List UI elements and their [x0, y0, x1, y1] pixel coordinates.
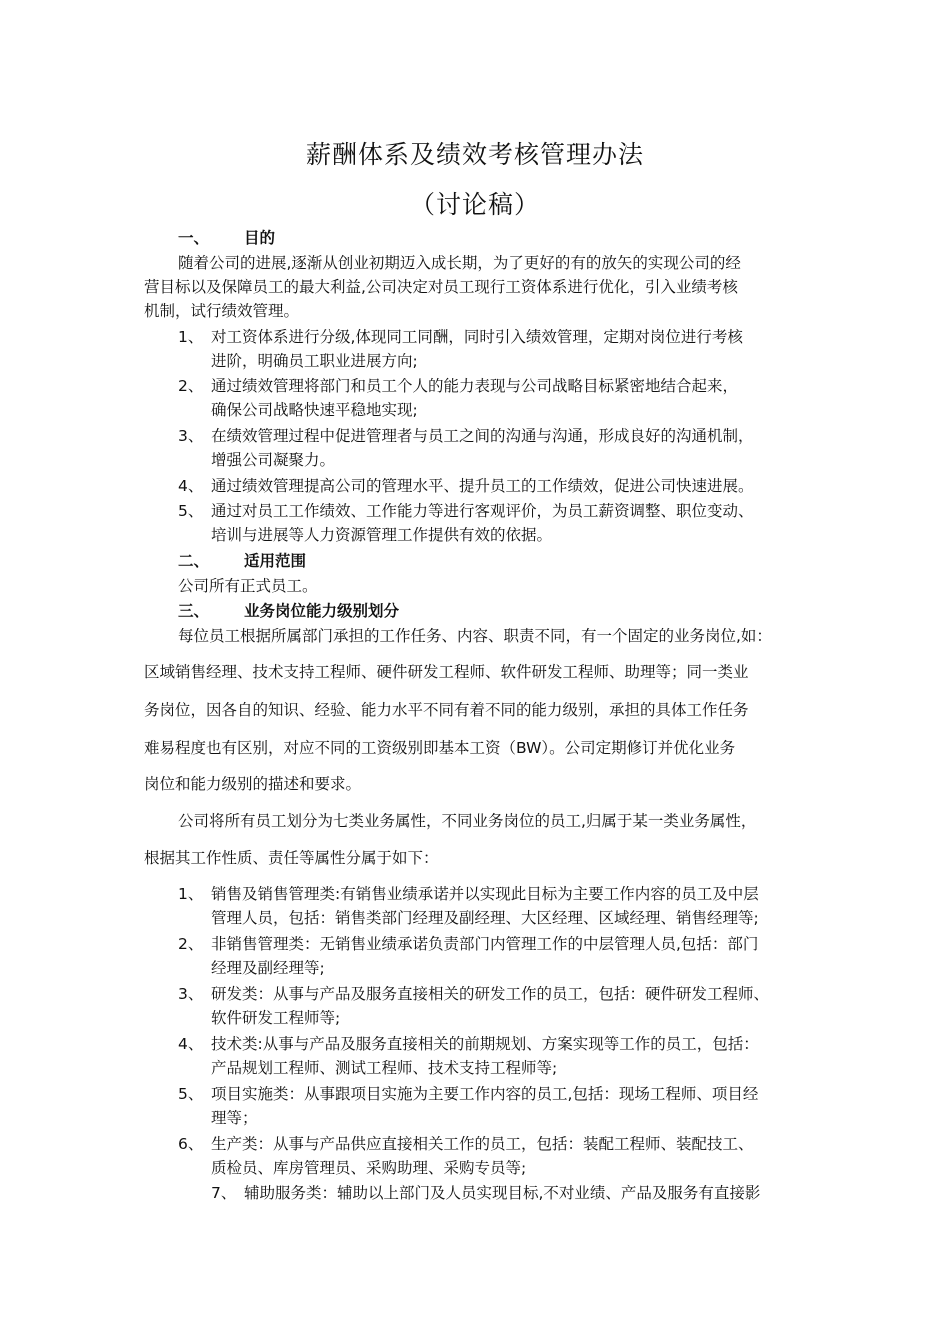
list-item-number: 1、: [178, 328, 204, 346]
list-item-text: 产品规划工程师、测试工程师、技术支持工程师等;: [211, 1059, 558, 1077]
section-1-intro-line: 机制，试行绩效管理。: [144, 302, 300, 320]
list-item-text: 质检员、库房管理员、采购助理、采购专员等;: [211, 1159, 527, 1177]
section-1-intro-line: 随着公司的进展,逐渐从创业初期迈入成长期，为了更好的有的放矢的实现公司的经: [178, 254, 741, 272]
list-item-number: 6、: [178, 1135, 204, 1153]
section-1-intro-line: 营目标以及保障员工的最大利益,公司决定对员工现行工资体系进行优化，引入业绩考核: [144, 278, 738, 296]
document-title: 薪酬体系及绩效考核管理办法: [305, 140, 644, 169]
list-item-text: 项目实施类：从事跟项目实施为主要工作内容的员工,包括：现场工程师、项目经: [211, 1085, 759, 1103]
list-item-text: 经理及副经理等;: [211, 959, 325, 977]
list-item-text: 通过绩效管理将部门和员工个人的能力表现与公司战略目标紧密地结合起来，: [211, 377, 739, 395]
section-3-paragraph-line: 每位员工根据所属部门承担的工作任务、内容、职责不同，有一个固定的业务岗位,如：: [178, 627, 772, 645]
list-item-number: 5、: [178, 1085, 204, 1103]
list-item-number: 2、: [178, 935, 204, 953]
list-item-text: 培训与进展等人力资源管理工作提供有效的依据。: [211, 526, 553, 544]
list-item-text: 在绩效管理过程中促进管理者与员工之间的沟通与沟通，形成良好的沟通机制，: [211, 427, 754, 445]
section-3-heading: 业务岗位能力级别划分: [244, 602, 400, 620]
section-3-number: 三、: [178, 602, 210, 620]
section-2-number: 二、: [178, 552, 210, 570]
list-item-number: 3、: [178, 985, 204, 1003]
list-item-number: 7、: [211, 1184, 237, 1202]
list-item-text: 增强公司凝聚力。: [211, 451, 336, 469]
list-item-text: 确保公司战略快速平稳地实现;: [211, 401, 418, 419]
list-item-text: 技术类:从事与产品及服务直接相关的前期规划、方案实现等工作的员工，包括：: [211, 1035, 759, 1053]
section-3-paragraph-line: 区域销售经理、技术支持工程师、硬件研发工程师、软件研发工程师、助理等；同一类业: [144, 663, 749, 681]
section-1-heading: 目的: [244, 229, 276, 247]
list-item-number: 1、: [178, 885, 204, 903]
list-item-text: 通过对员工工作绩效、工作能力等进行客观评价，为员工薪资调整、职位变动、: [211, 502, 754, 520]
list-item-text: 销售及销售管理类:有销售业绩承诺并以实现此目标为主要工作内容的员工及中层: [211, 885, 759, 903]
list-item-number: 4、: [178, 477, 204, 495]
section-3-paragraph-line: 务岗位，因各自的知识、经验、能力水平不同有着不同的能力级别，承担的具体工作任务: [144, 701, 749, 719]
list-item-text: 进阶，明确员工职业进展方向;: [211, 352, 418, 370]
list-item-number: 5、: [178, 502, 204, 520]
list-item-number: 2、: [178, 377, 204, 395]
list-item-number: 4、: [178, 1035, 204, 1053]
list-item-text: 理等；: [211, 1109, 258, 1127]
list-item-text: 生产类：从事与产品供应直接相关工作的员工，包括：装配工程师、装配技工、: [211, 1135, 754, 1153]
section-1-number: 一、: [178, 229, 210, 247]
section-2-heading: 适用范围: [244, 552, 307, 570]
list-item-text: 软件研发工程师等;: [211, 1009, 341, 1027]
list-item-text: 管理人员，包括：销售类部门经理及副经理、大区经理、区域经理、销售经理等;: [211, 909, 759, 927]
list-item-number: 3、: [178, 427, 204, 445]
section-2-text: 公司所有正式员工。: [178, 577, 318, 595]
section-3-paragraph-line: 难易程度也有区别，对应不同的工资级别即基本工资（BW）。公司定期修订并优化业务: [144, 739, 736, 757]
list-item-text: 非销售管理类：无销售业绩承诺负责部门内管理工作的中层管理人员,包括：部门: [211, 935, 759, 953]
section-3-paragraph-line: 根据其工作性质、责任等属性分属于如下：: [144, 849, 439, 867]
list-item-text: 通过绩效管理提高公司的管理水平、提升员工的工作绩效，促进公司快速进展。: [211, 477, 754, 495]
section-3-paragraph-line: 公司将所有员工划分为七类业务属性，不同业务岗位的员工,归属于某一类业务属性，: [178, 812, 757, 830]
list-item-text: 对工资体系进行分级,体现同工同酬，同时引入绩效管理，定期对岗位进行考核: [211, 328, 743, 346]
list-item-text: 辅助服务类：辅助以上部门及人员实现目标,不对业绩、产品及服务有直接影: [244, 1184, 761, 1202]
list-item-text: 研发类：从事与产品及服务直接相关的研发工作的员工，包括：硬件研发工程师、: [211, 985, 770, 1003]
document-subtitle: （讨论稿）: [409, 190, 540, 219]
section-3-paragraph-line: 岗位和能力级别的描述和要求。: [144, 775, 362, 793]
